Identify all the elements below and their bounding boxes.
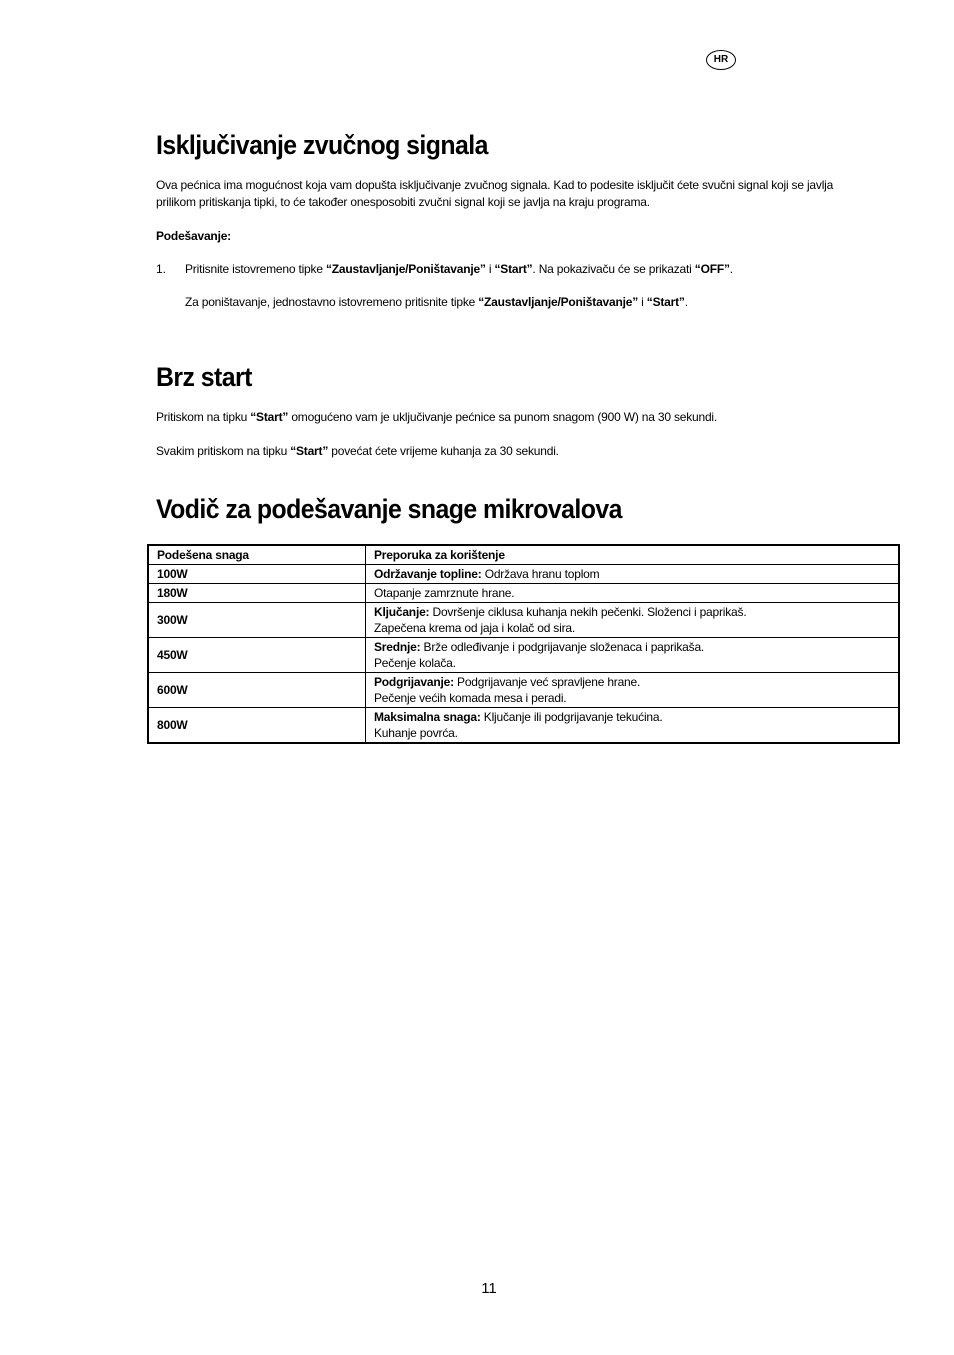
heading-sound-signal: Isključivanje zvučnog signala <box>156 130 488 160</box>
table-row <box>148 565 899 584</box>
sound-signal-intro: Ova pećnica ima mogućnost koja vam dopušta isključivanje zvučnog signala. Kad to podesite isključit ćete svučni signal koji se javlja prilikom pritiskanja tipki, to će također onesposobiti zvučni signal koji se javlja na kraju programa. <box>156 178 834 209</box>
cancel-text: Za poništavanje, jednostavno istovremeno pritisnite tipke “Zaustavljanje/Poništavanje” i “Start”. <box>185 295 688 309</box>
step-number: 1. <box>156 262 167 276</box>
quick-start-p2: Svakim pritiskom na tipku “Start” povećat ćete vrijeme kuhanja za 30 sekundi. <box>156 444 559 458</box>
table-row <box>148 638 899 673</box>
table-row <box>148 603 899 638</box>
power-cell: 600W <box>148 673 366 708</box>
header-usage: Preporuka za korištenje <box>366 545 900 565</box>
table-row <box>148 584 899 603</box>
quick-start-p1: Pritiskom na tipku “Start” omogućeno vam je uključivanje pećnice sa punom snagom (900 W) na 30 sekundi. <box>156 410 718 424</box>
power-cell: 800W <box>148 708 366 744</box>
usage-cell: Srednje: Brže odleđivanje i podgrijavanje složenaca i paprikaša. Pečenje kolača. <box>366 638 900 673</box>
table-header-row <box>148 545 899 565</box>
header-power: Podešena snaga <box>148 545 366 565</box>
heading-power-guide: Vodič za podešavanje snage mikrovalova <box>156 494 622 524</box>
power-cell: 100W <box>148 565 366 584</box>
heading-quick-start: Brz start <box>156 362 252 392</box>
step1-text: Pritisnite istovremeno tipke “Zaustavljanje/Poništavanje” i “Start”. Na pokazivaču će se prikazati “OFF”. <box>185 262 733 276</box>
power-guide-table <box>147 544 900 744</box>
usage-cell: Podgrijavanje: Podgrijavanje već spravljene hrane. Pečenje većih komada mesa i peradi. <box>366 673 900 708</box>
page-number: 11 <box>481 1280 497 1297</box>
power-cell: 300W <box>148 603 366 638</box>
usage-cell: Otapanje zamrznute hrane. <box>366 584 900 603</box>
table-row <box>148 708 899 744</box>
power-cell: 180W <box>148 584 366 603</box>
table-row <box>148 673 899 708</box>
usage-cell: Održavanje topline: Održava hranu toplom <box>366 565 900 584</box>
setup-label: Podešavanje: <box>156 229 231 243</box>
language-badge: HR <box>706 50 736 70</box>
usage-cell: Ključanje: Dovršenje ciklusa kuhanja nekih pečenki. Složenci i paprikaš. Zapečena krema od jaja i kolač od sira. <box>366 603 900 638</box>
usage-cell: Maksimalna snaga: Ključanje ili podgrijavanje tekućina. Kuhanje povrća. <box>366 708 900 744</box>
power-cell: 450W <box>148 638 366 673</box>
